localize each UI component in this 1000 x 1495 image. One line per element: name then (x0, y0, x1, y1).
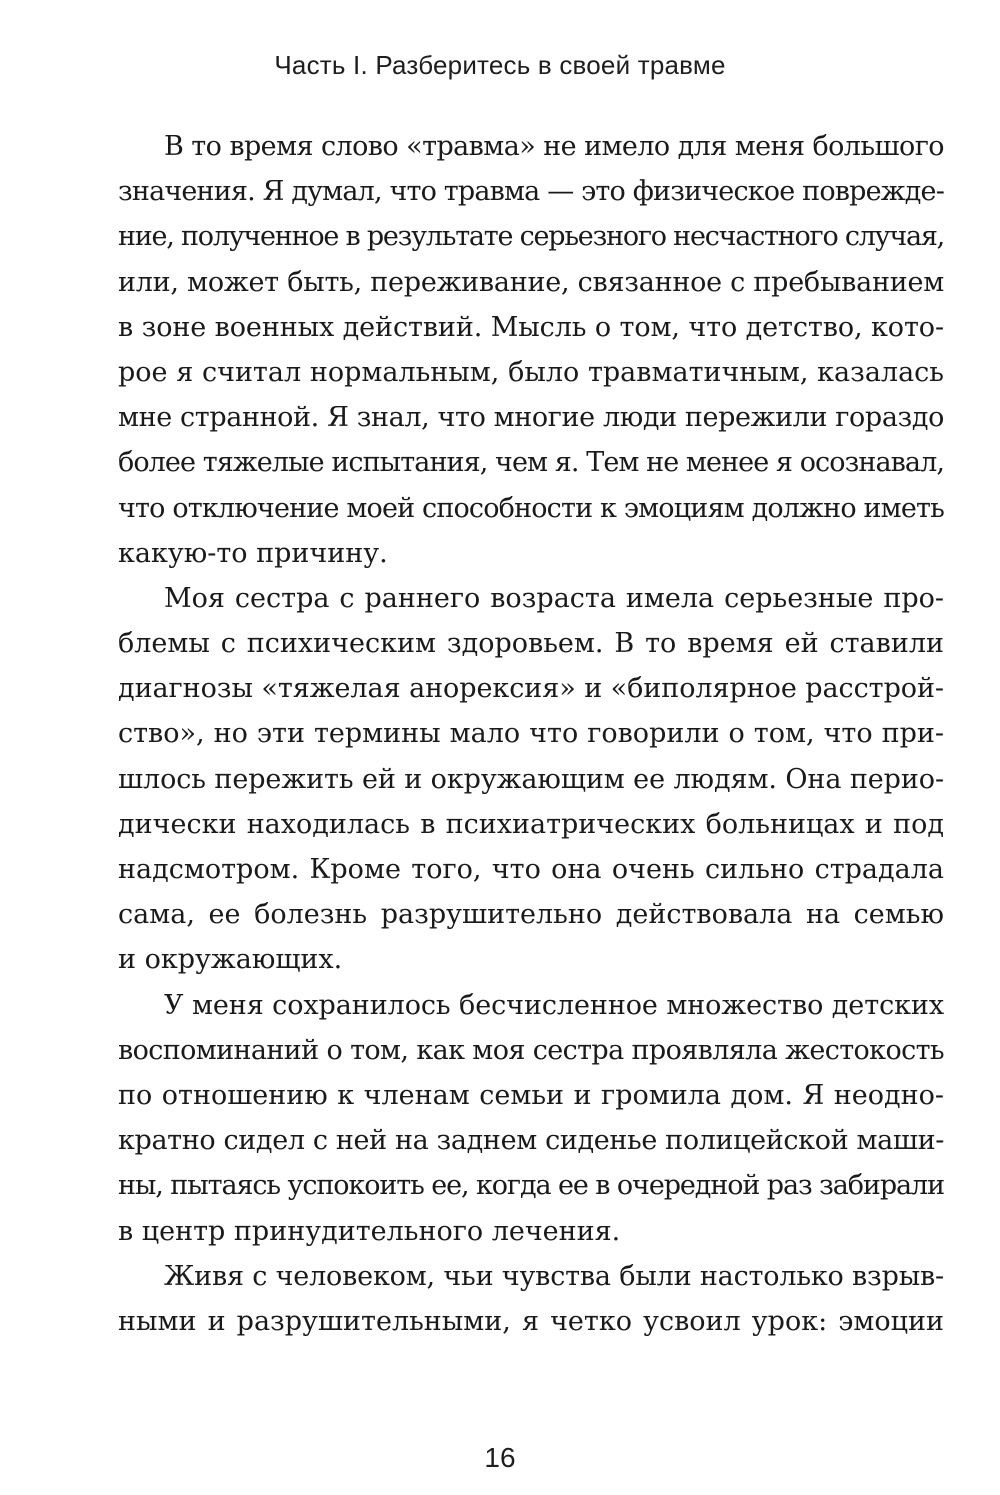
text-line: Живя с человеком, чьи чувства были настолько взрыв- (164, 1260, 944, 1292)
text-line: У меня сохранилось бесчисленное множество детских (164, 989, 944, 1021)
text-line: дически находилась в психиатрических больницах и под (118, 808, 944, 840)
running-head: Часть I. Разберитесь в своей травме (274, 50, 726, 80)
paragraph-1 (118, 124, 944, 576)
paragraph-4 (118, 1254, 944, 1344)
text-line: и окружающих. (118, 944, 343, 976)
text-line: в центр принудительного лечения. (118, 1215, 621, 1247)
text-line: блемы с психическим здоровьем. В то время ей ставили (118, 628, 944, 660)
body-text (118, 124, 944, 1344)
text-line: значения. Я думал, что травма — это физическое поврежде- (118, 176, 944, 208)
text-line: ны, пытаясь успокоить ее, когда ее в очередной раз забирали (118, 1170, 944, 1202)
text-line: диагнозы «тяжелая анорексия» и «биполярное расстрой- (118, 673, 944, 705)
text-line: что отключение моей способности к эмоциям должно иметь (118, 492, 944, 524)
paragraph-3 (118, 983, 944, 1254)
page-number: 16 (484, 1442, 516, 1473)
text-line: ными и разрушительными, я четко усвоил урок: эмоции (118, 1305, 944, 1337)
text-line: сама, ее болезнь разрушительно действовала на семью (118, 899, 944, 931)
text-line: более тяжелые испытания, чем я. Тем не менее я осознавал, (118, 447, 944, 479)
text-line: какую-то причину. (118, 537, 388, 569)
text-line: по отношению к членам семьи и громила дом. Я неодно- (118, 1079, 944, 1111)
paragraph-2 (118, 576, 944, 983)
text-line: надсмотром. Кроме того, что она очень сильно страдала (118, 854, 944, 885)
text-line: Моя сестра с раннего возраста имела серьезные про- (164, 582, 944, 614)
text-line: в зоне военных действий. Мысль о том, что детство, кото- (118, 311, 944, 343)
text-line: ство», но эти термины мало что говорили о том, что при- (118, 718, 944, 750)
text-line: ние, полученное в результате серьезного несчастного случая, (118, 221, 944, 253)
text-line: шлось пережить ей и окружающим ее людям. Она перио- (118, 763, 944, 795)
text-line: мне странной. Я знал, что многие люди пережили гораздо (118, 402, 944, 434)
text-line: рое я считал нормальным, было травматичным, казалась (118, 356, 944, 388)
text-line: или, может быть, переживание, связанное с пребыванием (118, 266, 944, 298)
text-line: В то время слово «травма» не имело для меня большого (164, 131, 944, 162)
text-line: воспоминаний о том, как моя сестра проявляла жестокость (118, 1034, 944, 1066)
text-line: кратно сидел с ней на заднем сиденье полицейской маши- (118, 1125, 944, 1157)
